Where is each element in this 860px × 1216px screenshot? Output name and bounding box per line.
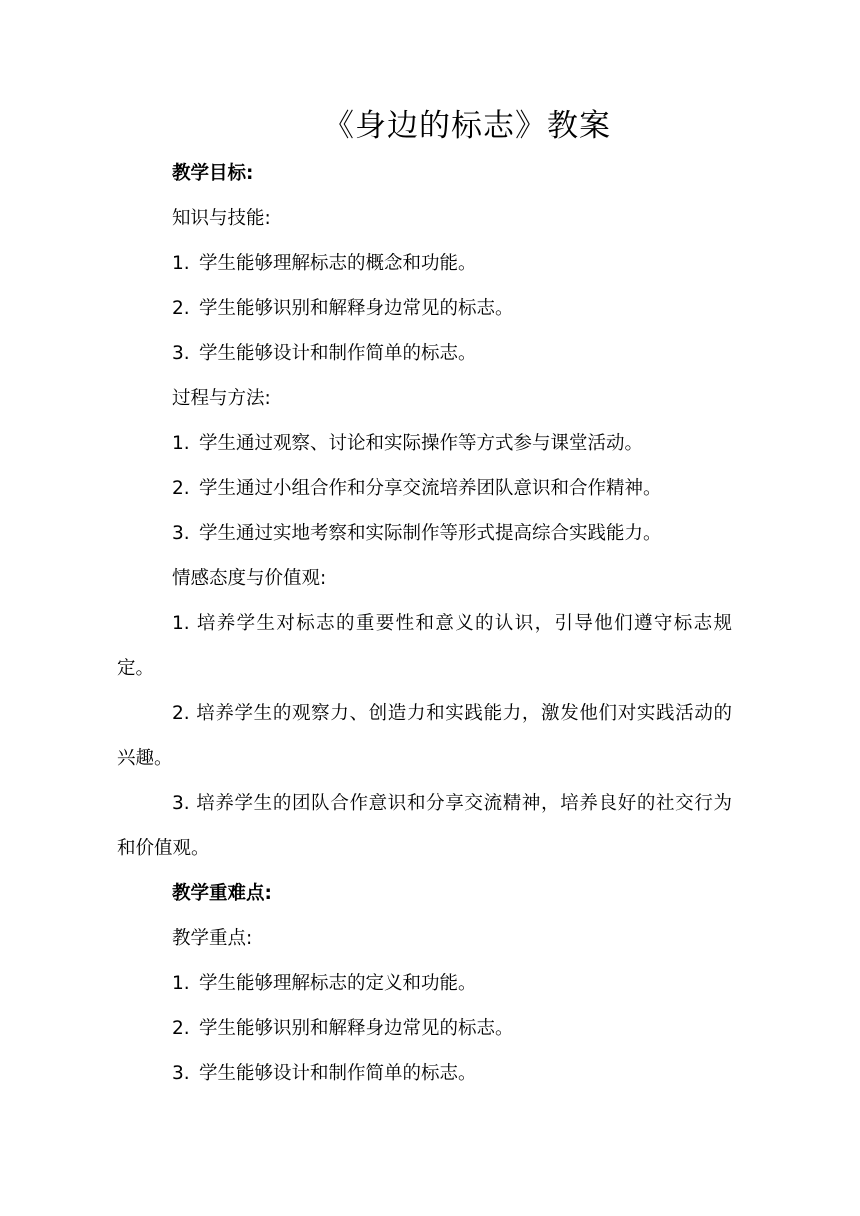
list-item <box>172 249 477 279</box>
subsection-label-key-points: 教学重点: <box>172 928 253 949</box>
list-item-number: 1. <box>172 433 190 454</box>
list-item-number: 1. <box>172 253 190 274</box>
list-item-text: 学生通过观察、讨论和实际操作等方式参与课堂活动。 <box>199 433 644 454</box>
list-item <box>172 1014 514 1044</box>
paragraph-item-number: 1. <box>172 613 190 634</box>
list-item-text: 学生能够设计和制作简单的标志。 <box>199 343 477 364</box>
list-item <box>172 429 643 459</box>
paragraph-item-number: 2. <box>172 703 190 724</box>
list-item-text: 学生能够设计和制作简单的标志。 <box>199 1063 477 1084</box>
paragraph-item-text: 培养学生的观察力、创造力和实践能力，激发他们对实践活动的兴趣。 <box>117 703 732 769</box>
list-item <box>172 519 662 549</box>
subsection-label-emotion-values: 情感态度与价值观: <box>172 568 327 589</box>
list-item-number: 1. <box>172 973 190 994</box>
list-item <box>172 474 662 504</box>
list-item-number: 3. <box>172 343 190 364</box>
list-item-number: 2. <box>172 478 190 499</box>
subsection-label-process-methods: 过程与方法: <box>172 388 271 409</box>
section-heading-teaching-goals: 教学目标: <box>172 163 254 184</box>
list-item-number: 3. <box>172 1063 190 1084</box>
list-item-text: 学生能够识别和解释身边常见的标志。 <box>199 298 514 319</box>
paragraph-item <box>117 601 732 691</box>
list-item <box>172 969 477 999</box>
paragraph-item-text: 培养学生的团队合作意识和分享交流精神，培养良好的社交行为和价值观。 <box>117 793 732 859</box>
paragraph-item <box>117 781 732 871</box>
list-item <box>172 294 514 324</box>
list-item-number: 2. <box>172 298 190 319</box>
list-item-text: 学生能够识别和解释身边常见的标志。 <box>199 1018 514 1039</box>
section-heading-key-difficult-points: 教学重难点: <box>172 883 272 904</box>
list-item <box>172 1059 477 1089</box>
list-item-text: 学生通过小组合作和分享交流培养团队意识和合作精神。 <box>199 478 662 499</box>
list-item-number: 2. <box>172 1018 190 1039</box>
list-item-text: 学生能够理解标志的定义和功能。 <box>199 973 477 994</box>
paragraph-item-text: 培养学生对标志的重要性和意义的认识，引导他们遵守标志规定。 <box>117 613 732 679</box>
document-title: 《身边的标志》教案 <box>323 108 611 144</box>
list-item-number: 3. <box>172 523 190 544</box>
subsection-label-knowledge-skills: 知识与技能: <box>172 208 271 229</box>
list-item-text: 学生通过实地考察和实际制作等形式提高综合实践能力。 <box>199 523 662 544</box>
list-item-text: 学生能够理解标志的概念和功能。 <box>199 253 477 274</box>
paragraph-item-number: 3. <box>172 793 190 814</box>
paragraph-item <box>117 691 732 781</box>
list-item <box>172 339 477 369</box>
